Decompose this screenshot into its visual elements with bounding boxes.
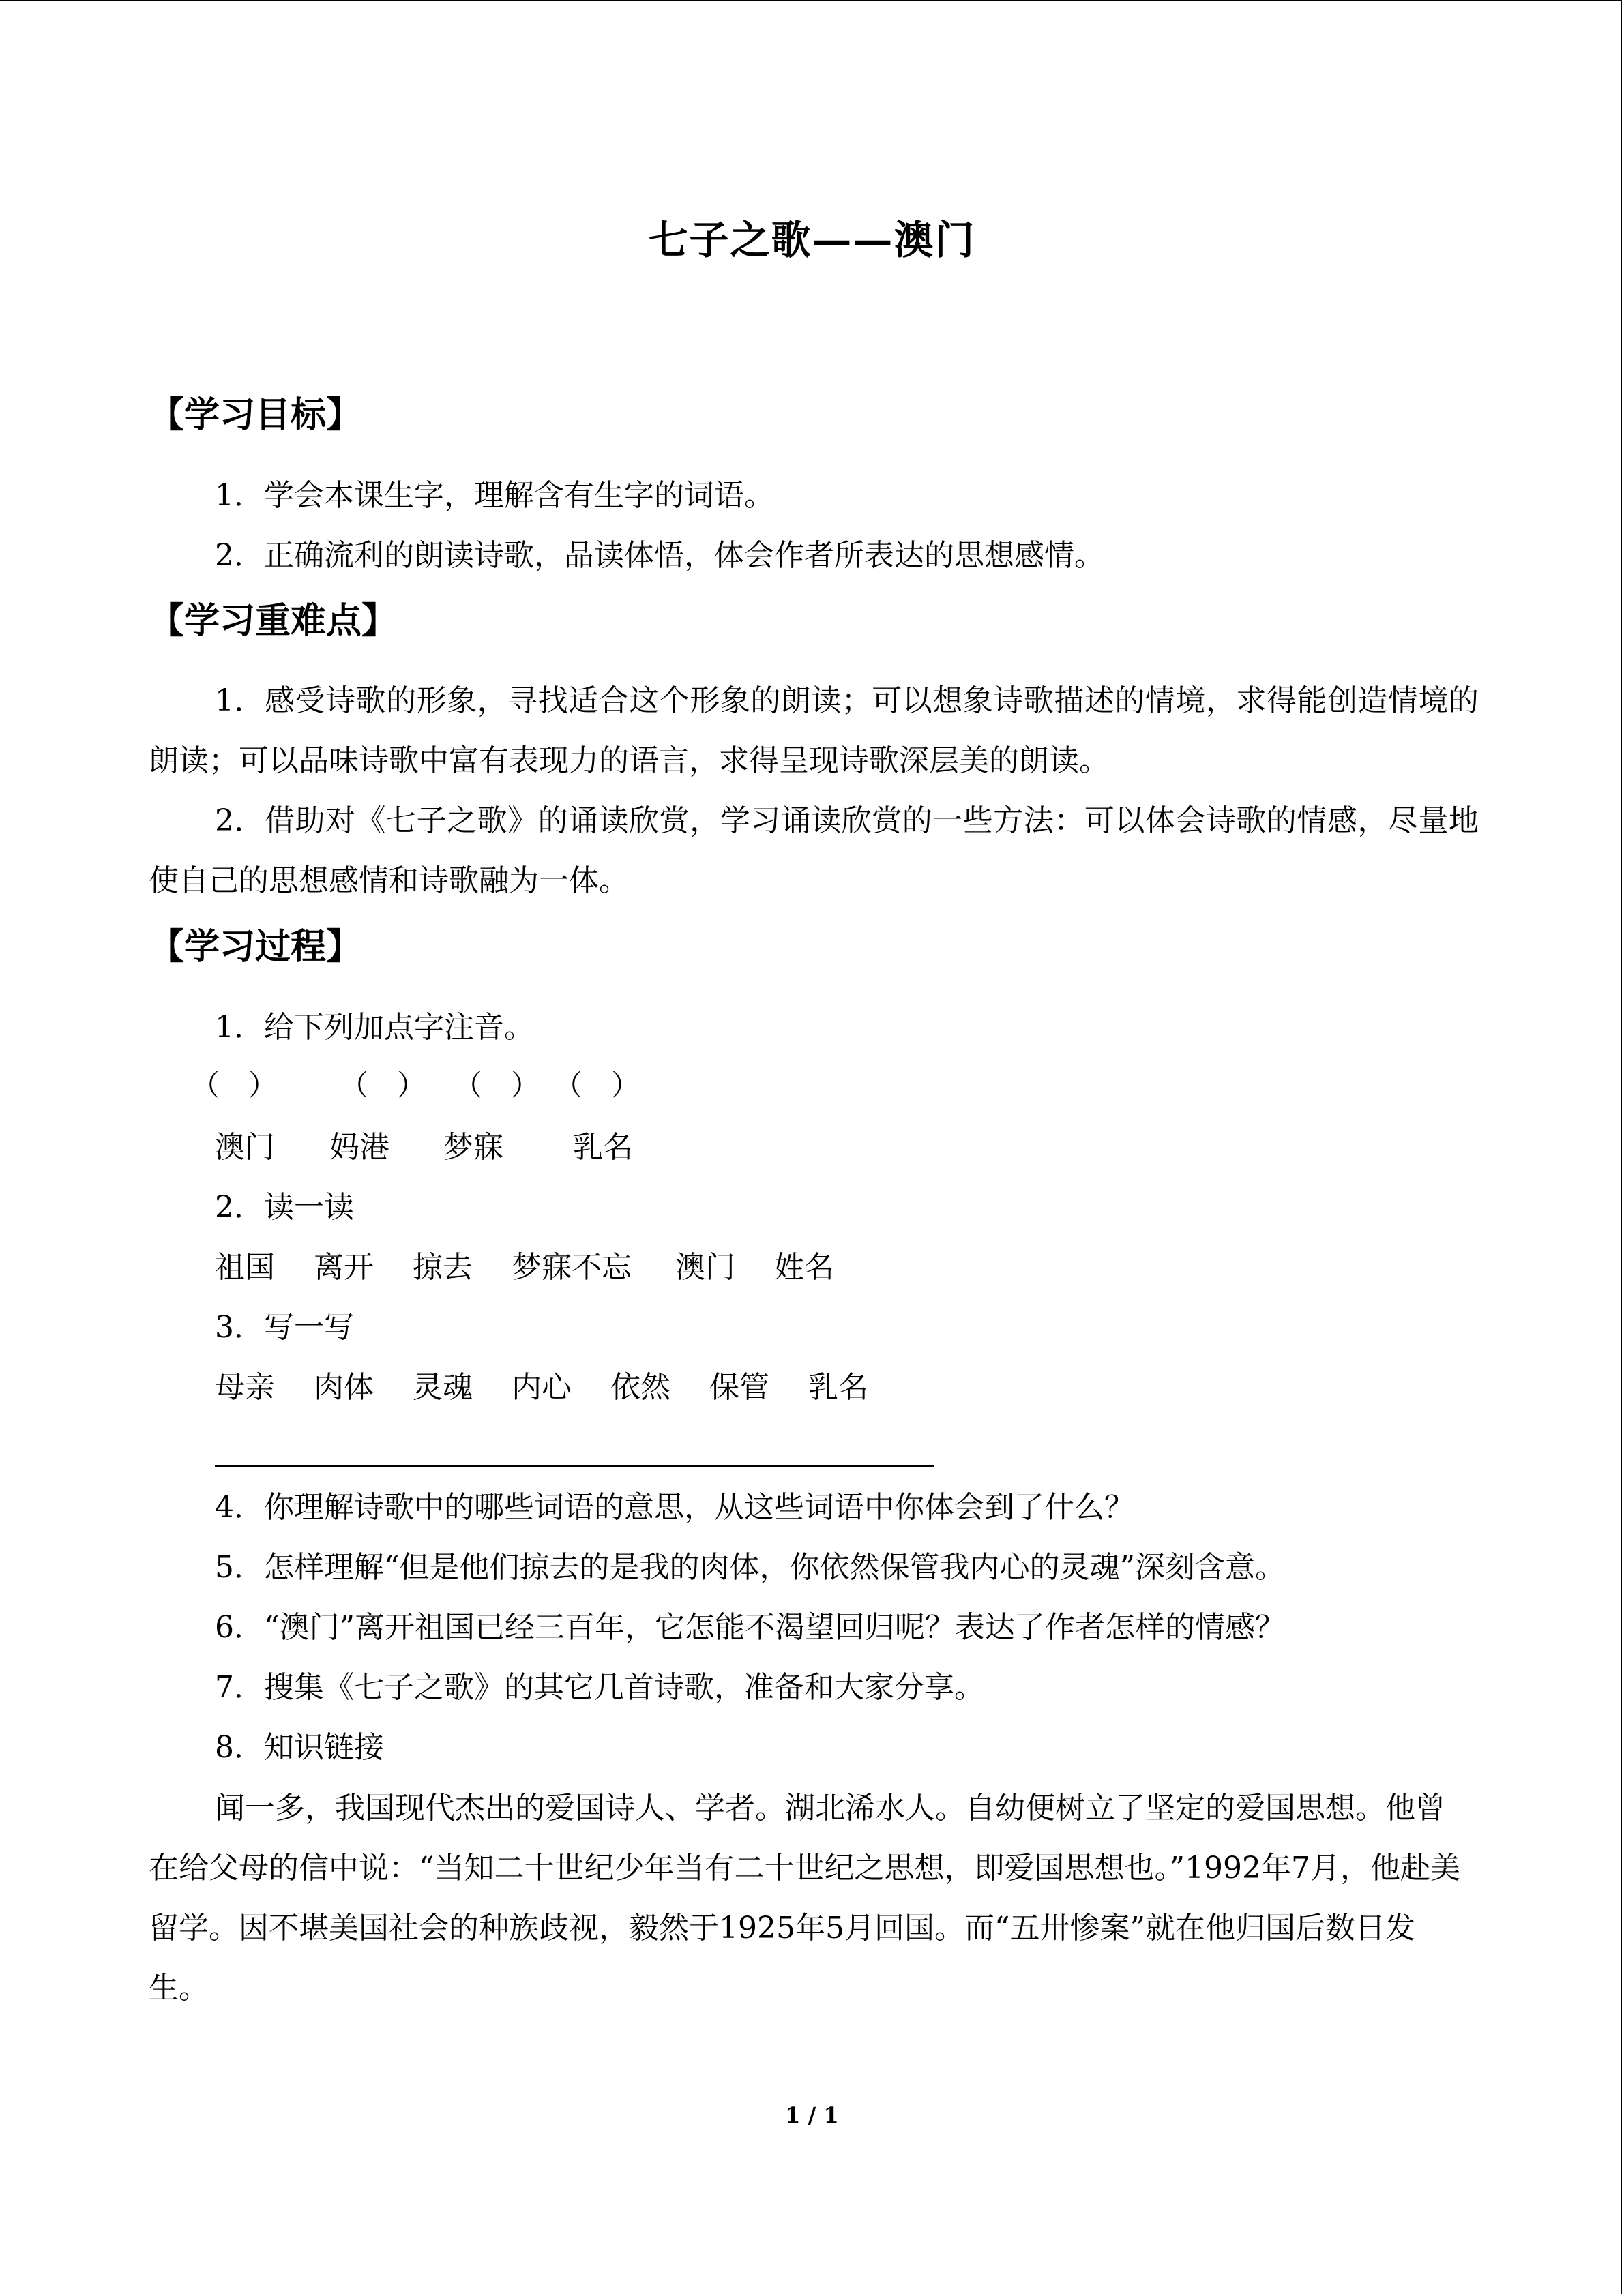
q2-word: 祖国 <box>215 1250 275 1285</box>
page-number: 1 / 1 <box>785 2102 839 2128</box>
heading-goals: 【学习目标】 <box>149 395 362 436</box>
pinyin-blank-2: （ ） <box>340 1069 426 1102</box>
q2-word-list <box>215 1250 834 1285</box>
q3-word: 保管 <box>709 1370 769 1405</box>
page-title: 七子之歌——澳门 <box>648 217 976 263</box>
question-5: 5．怎样理解“但是他们掠去的是我的肉体，你依然保管我内心的灵魂”深刻含意。 <box>215 1550 1285 1585</box>
heading-key-points: 【学习重难点】 <box>149 601 398 642</box>
question-8: 8．知识链接 <box>215 1730 384 1765</box>
key-point-1: 1．感受诗歌的形象，寻找适合这个形象的朗读；可以想象诗歌描述的情境，求得能创造情境的朗读；可以品味诗歌中富有表现力的语言，求得呈现诗歌深层美的朗读。 <box>149 683 1479 778</box>
pinyin-blank-3: （ ） <box>454 1069 540 1102</box>
goal-item-1: 1．学会本课生字，理解含有生字的词语。 <box>215 478 774 513</box>
q3-word: 依然 <box>610 1370 670 1405</box>
q1-word-list <box>215 1130 633 1165</box>
q3-word: 乳名 <box>808 1370 868 1405</box>
question-4: 4．你理解诗歌中的哪些词语的意思，从这些词语中你体会到了什么？ <box>215 1490 1134 1525</box>
question-1: 1．给下列加点字注音。 <box>215 1010 534 1045</box>
key-point-2: 2．借助对《七子之歌》的诵读欣赏，学习诵读欣赏的一些方法：可以体会诗歌的情感，尽量地使自己的思想感情和诗歌融为一体。 <box>149 803 1479 898</box>
q2-word: 姓名 <box>774 1250 834 1285</box>
q3-word-list <box>215 1370 868 1405</box>
question-6: 6．“澳门”离开祖国已经三百年，它怎能不渴望回归呢？表达了作者怎样的情感？ <box>215 1610 1285 1645</box>
answer-line <box>215 1465 934 1467</box>
question-2: 2．读一读 <box>215 1190 354 1225</box>
question-7: 7．搜集《七子之歌》的其它几首诗歌，准备和大家分享。 <box>215 1670 984 1705</box>
knowledge-link-text: 闻一多，我国现代杰出的爱国诗人、学者。湖北浠水人。自幼便树立了坚定的爱国思想。他曾在给父母的信中说：“当知二十世纪少年当有二十世纪之思想，即爱国思想也。”1992年7月，他赴美留学。因不堪美国社会的种族歧视，毅然于1925年5月回国。而“五卅惨案”就在他归国后数日发生。 <box>149 1791 1460 2006</box>
q2-word: 梦寐不忘 <box>512 1250 632 1285</box>
q3-word: 肉体 <box>314 1370 374 1405</box>
goal-item-2: 2．正确流利的朗读诗歌，品读体悟，体会作者所表达的思想感情。 <box>215 538 1104 573</box>
q3-word: 灵魂 <box>413 1370 473 1405</box>
q1-word: 梦寐 <box>443 1130 503 1165</box>
pinyin-blank-4: （ ） <box>554 1069 640 1102</box>
q1-word: 妈港 <box>329 1130 389 1165</box>
pinyin-blank-1: （ ） <box>191 1069 278 1102</box>
q3-word: 母亲 <box>215 1370 275 1405</box>
q2-word: 离开 <box>314 1250 374 1285</box>
q2-word: 澳门 <box>675 1250 735 1285</box>
heading-process: 【学习过程】 <box>149 927 362 968</box>
q2-word: 掠去 <box>413 1250 473 1285</box>
q1-word: 乳名 <box>573 1130 633 1165</box>
question-3: 3．写一写 <box>215 1310 354 1345</box>
q1-word: 澳门 <box>215 1130 275 1165</box>
q3-word: 内心 <box>512 1370 572 1405</box>
